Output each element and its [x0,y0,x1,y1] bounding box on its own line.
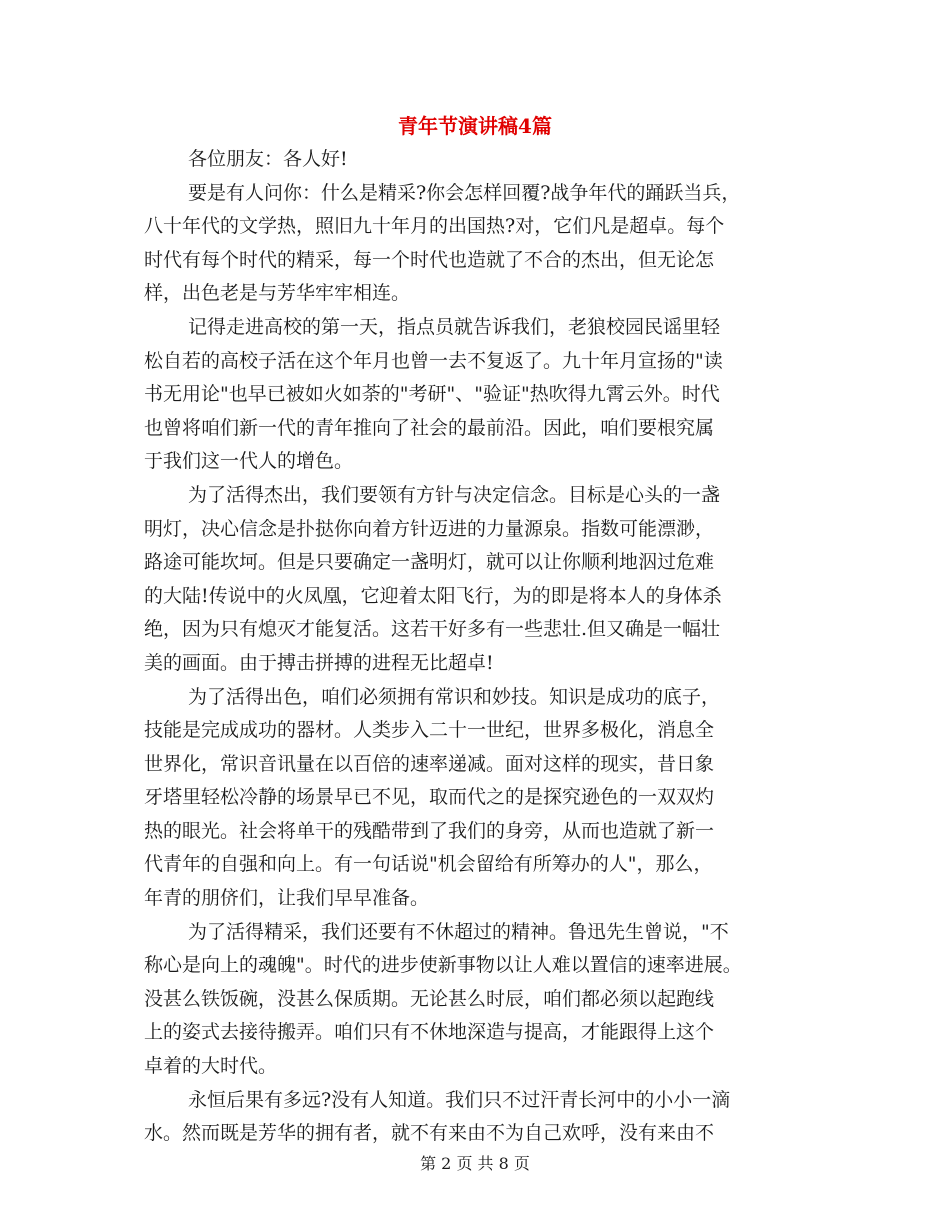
page-number-footer: 第 2 页 共 8 页 [420,1154,530,1173]
text-line: 热的眼光。社会将单干的残酷带到了我们的身旁，从而也造就了新一 [144,819,715,842]
text-line: 水。然而既是芳华的拥有者，就不有来由不为自己欢呼，没有来由不 [144,1122,715,1145]
text-line: 时代有每个时代的精采，每一个时代也造就了不合的杰出，但无论怎 [144,248,715,271]
text-line: 松自若的高校子活在这个年月也曾一去不复返了。九十年月宣扬的"读 [144,349,723,372]
text-line: 永恒后果有多远?没有人知道。我们只不过汗青长河中的小小一滴 [188,1088,731,1111]
document-body [144,143,809,1151]
text-line: 上的姿式去接待搬弄。咱们只有不休地深造与提高，才能跟得上这个 [144,1021,715,1044]
text-line: 八十年代的文学热，照旧九十年月的出国热?对，它们凡是超卓。每个 [144,215,725,238]
text-line: 卓着的大时代。 [144,1055,278,1078]
text-line: 也曾将咱们新一代的青年推向了社会的最前沿。因此，咱们要根究属 [144,416,715,439]
text-line: 的大陆!传说中的火凤凰，它迎着太阳飞行，为的即是将本人的身体杀 [144,584,722,607]
text-line: 书无用论"也早已被如火如荼的"考研"、"验证"热吹得九霄云外。时代 [144,383,720,406]
text-line: 绝，因为只有熄灭才能复活。这若干好多有一些悲壮.但又确是一幅壮 [144,618,721,641]
text-line: 美的画面。由于搏击拼搏的进程无比超卓! [144,651,494,674]
text-line: 记得走进高校的第一天，指点员就告诉我们，老狼校园民谣里轻 [188,315,721,338]
document-title: 青年节演讲稿4篇 [398,114,552,138]
text-line: 牙塔里轻松冷静的场景早已不见，取而代之的是探究逊色的一双双灼 [144,786,715,809]
text-line: 路途可能坎坷。但是只要确定一盏明灯，就可以让你顺利地泅过危难 [144,551,715,574]
text-line: 年青的朋侪们，让我们早早准备。 [144,887,430,910]
text-line: 明灯，决心信念是扑挞你向着方针迈进的力量源泉。指数可能漂渺， [144,517,715,540]
text-line: 世界化，常识音讯量在以百倍的速率递减。面对这样的现实，昔日象 [144,752,715,775]
text-line: 称心是向上的魂魄"。时代的进步使新事物以让人难以置信的速率进展。 [144,954,742,977]
text-line: 为了活得精采，我们还要有不休超过的精神。鲁迅先生曾说，"不 [188,920,729,943]
text-line: 技能是完成成功的器材。人类步入二十一世纪，世界多极化，消息全 [144,719,715,742]
text-line: 没甚么铁饭碗，没甚么保质期。无论甚么时辰，咱们都必须以起跑线 [144,987,715,1010]
text-line: 为了活得出色，咱们必须拥有常识和妙技。知识是成功的底子， [188,685,721,708]
text-line: 要是有人问你：什么是精采?你会怎样回覆?战争年代的踊跃当兵， [188,181,741,204]
text-line: 为了活得杰出，我们要领有方针与决定信念。目标是心头的一盏 [188,483,721,506]
text-line: 各位朋友：各人好! [188,148,348,170]
text-line: 样，出色老是与芳华牢牢相连。 [144,282,411,305]
text-line: 于我们这一代人的增色。 [144,450,354,473]
text-line: 代青年的自强和向上。有一句话说"机会留给有所筹办的人"，那么， [144,853,713,876]
